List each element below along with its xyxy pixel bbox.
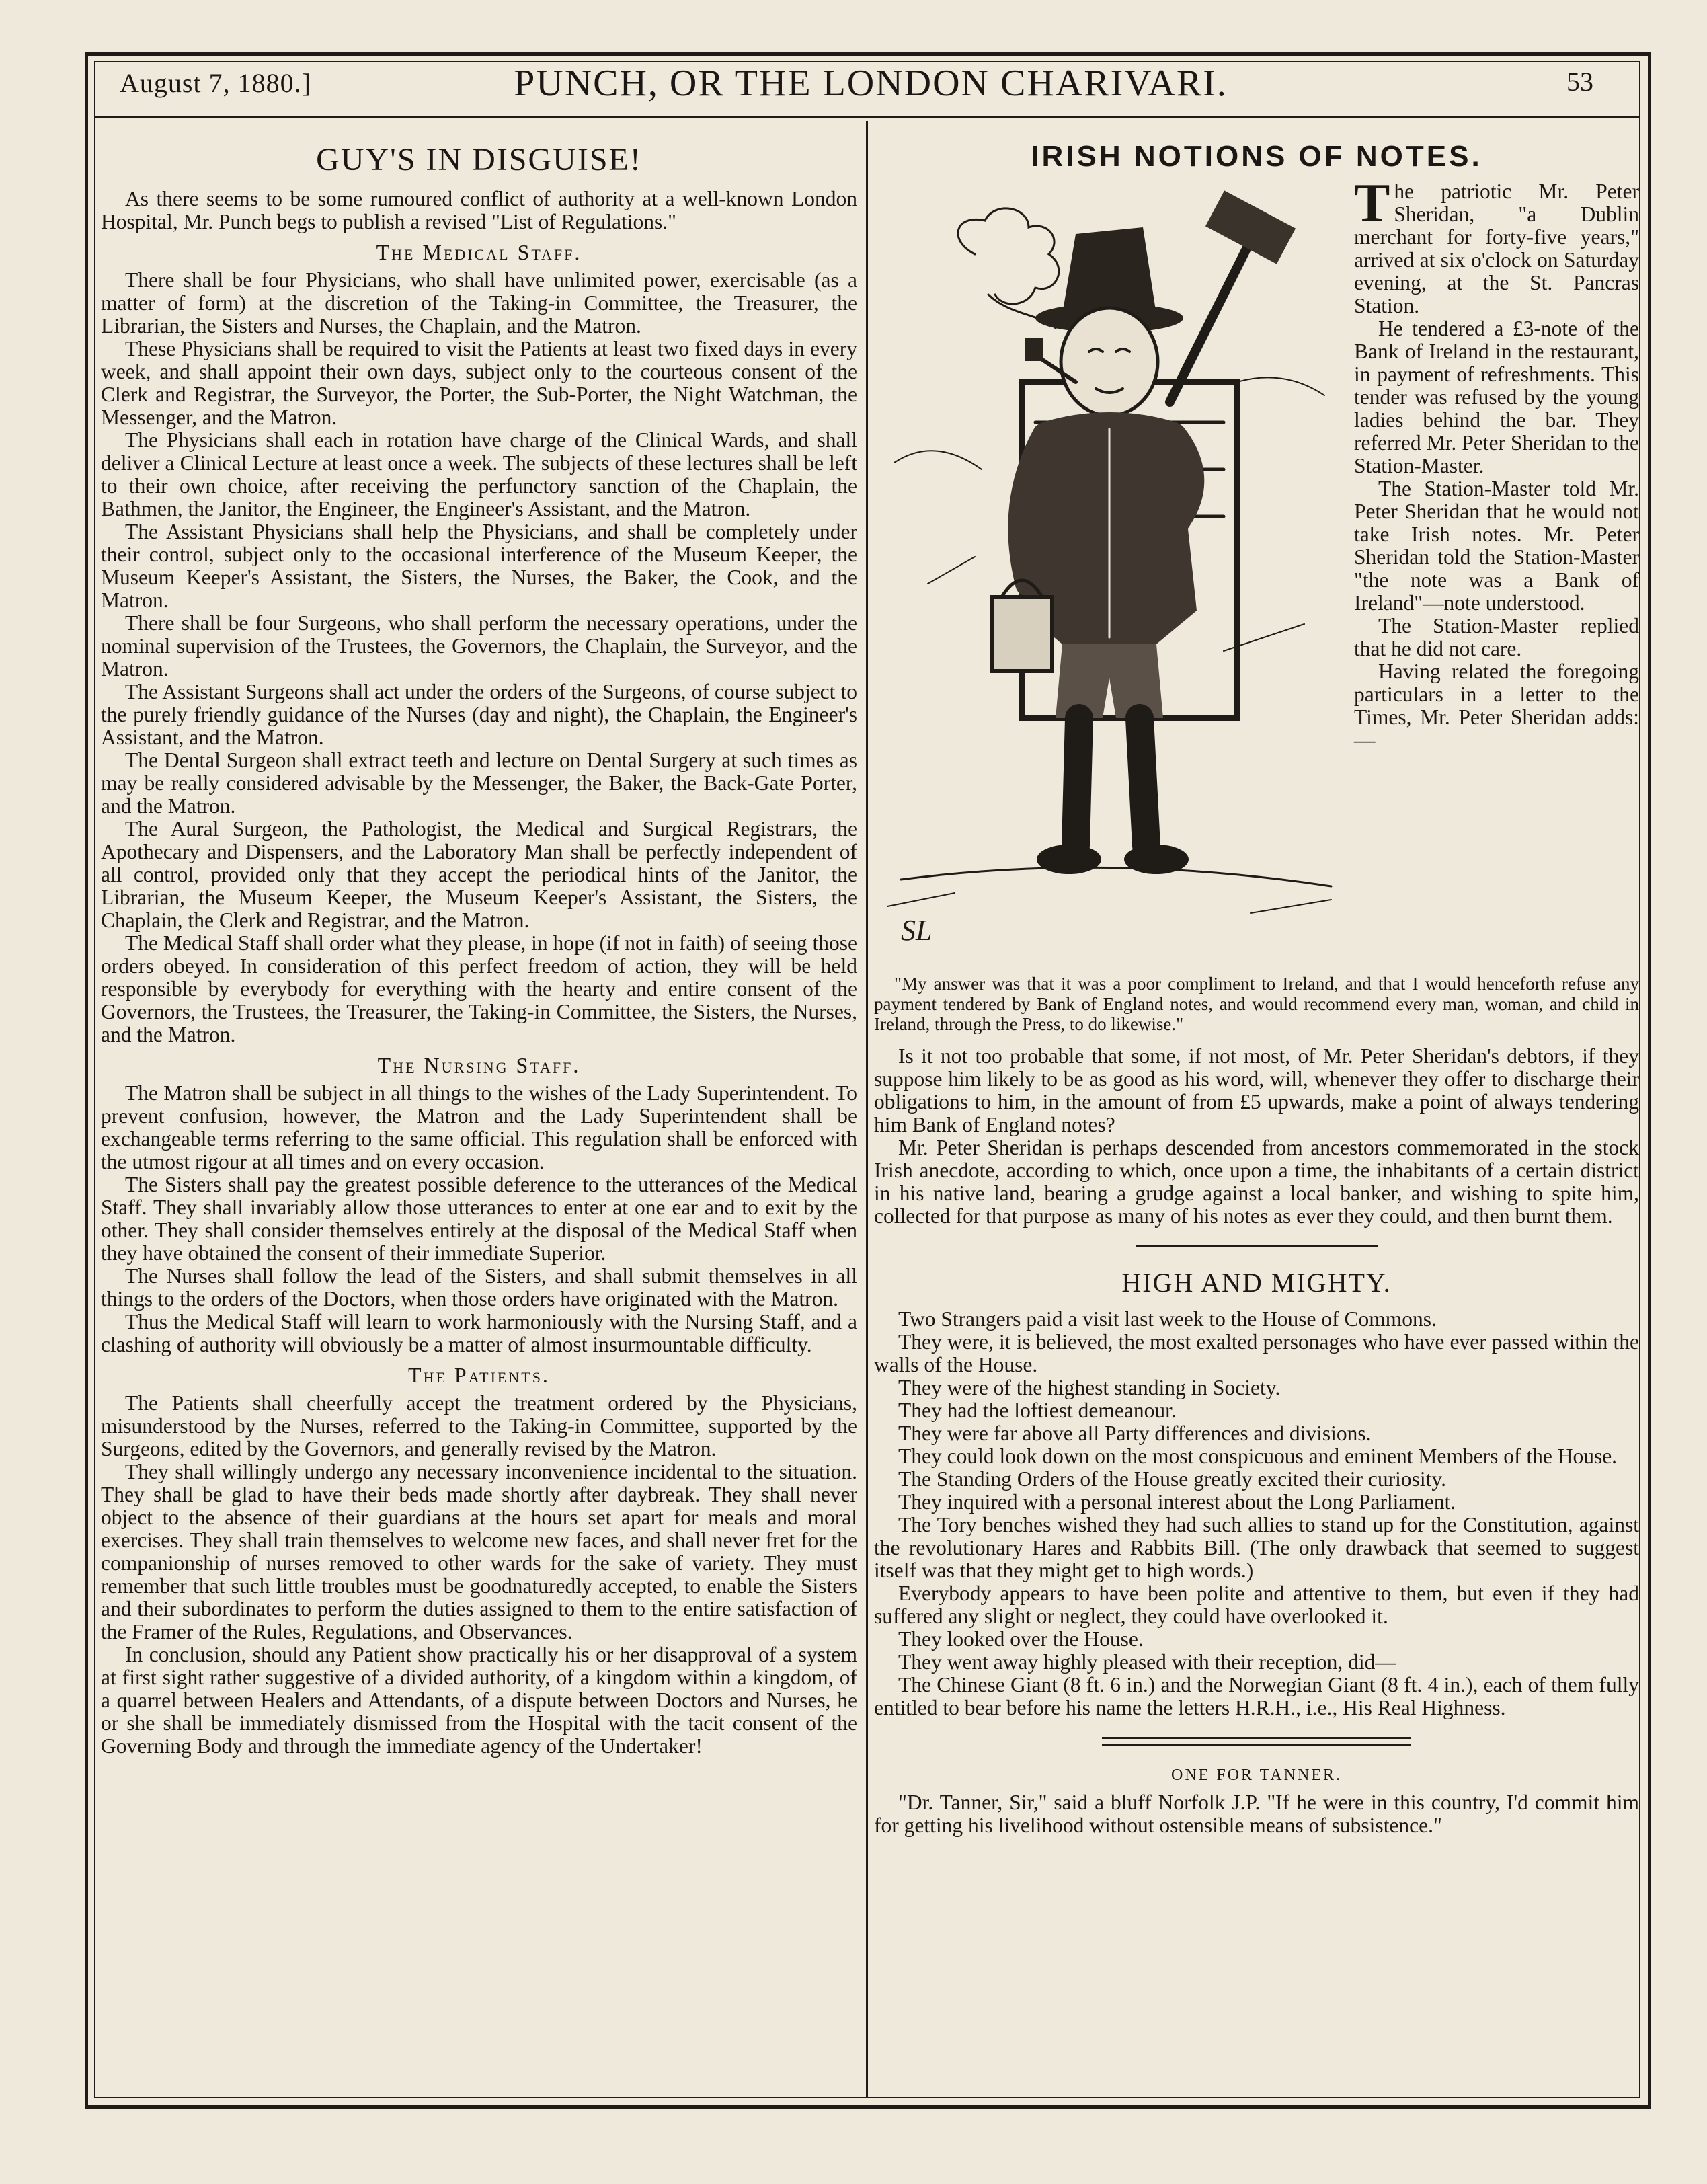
high-paragraph: They looked over the House. <box>898 1627 1144 1651</box>
high-paragraph: The Chinese Giant (8 ft. 6 in.) and the Norwegian Giant (8 ft. 4 in.), each of them fully entitled to bear before his name the letters H.R.H., i.e., His Real Highness. <box>874 1673 1639 1719</box>
nursing-paragraph: The Nurses shall follow the lead of the Sisters, and shall submit themselves in all things to the orders of the Doctors, when those orders have originated with the Matron. <box>101 1264 857 1311</box>
page-number: 53 <box>1566 67 1593 97</box>
patients-paragraph: They shall willingly undergo any necessary inconvenience incidental to the situation. They shall be glad to have their beds made shortly after daybreak. They shall never object to the absence of their guardians at the hours set apart for meals and moral exercises. They shall train themselves to welcome new faces, and shall never fret for the companionship of nurses removed to other wards for the sake of variety. They must remember that such little troubles must be goodnaturedly accepted, to enable the Sisters and their subordinates to perform the duties assigned to them to the entire satisfaction of the Framer of the Rules, Regulations, and Observances. <box>101 1460 857 1644</box>
irish-paragraph: The Station-Master replied that he did not care. <box>1354 614 1639 660</box>
patients-paragraph: The Patients shall cheerfully accept the treatment ordered by the Physicians, misunderstood by the Nurses, referred to the Taking-in Committee, supported by the Surgeons, edited by the Governors, and generally revised by the Matron. <box>101 1391 857 1461</box>
sheridan-quote: "My answer was that it was a poor compliment to Ireland, and that I would henceforth refuse any payment tendered by Bank of England notes, and would recommend every man, woman, and child in Ireland, through the Press, to do likewise." <box>874 974 1639 1034</box>
artist-signature: SL <box>901 914 932 947</box>
high-paragraph: They had the loftiest demeanour. <box>898 1399 1177 1422</box>
medical-paragraph: The Physicians shall each in rotation have charge of the Clinical Wards, and shall deliver a Clinical Lecture at least once a week. The subjects of these lectures shall be left to their own choice, after receiving the perfunctory sanction of the Chaplain, the Bathmen, the Janitor, the Engineer, the Engineer's Assistant, and the Matron. <box>101 428 857 521</box>
column-rule <box>866 121 868 2098</box>
medical-staff-heading: The Medical Staff. <box>376 240 582 265</box>
medical-paragraph: There shall be four Surgeons, who shall perform the necessary operations, under the nominal supervision of the Trustees, the Governors, the Chaplain, the Surveyor, and the Matron. <box>101 611 857 681</box>
medical-paragraph: The Assistant Physicians shall help the Physicians, and shall be completely under their control, subject only to the occasional interference of the Museum Keeper, the Museum Keeper's Assistant, the Sisters, the Nurses, the Baker, the Cook, and the Matron. <box>101 520 857 613</box>
drop-cap: T <box>1354 173 1390 233</box>
masthead-title: PUNCH, OR THE LONDON CHARIVARI. <box>514 63 1228 104</box>
medical-paragraph: These Physicians shall be required to visit the Patients at least two fixed days in every week, and shall appoint their own days, subject only to the courteous consent of the Clerk and Registrar, the Surveyor, the Porter, the Sub-Porter, the Night Watchman, the Messenger, and the Matron. <box>101 337 857 430</box>
high-paragraph: They were far above all Party differences and divisions. <box>898 1421 1372 1445</box>
irish-paragraph-text: he patriotic Mr. Peter Sheridan, "a Dublin merchant for forty-five years," arrived at six o'clock on Saturday evening, at the St. Pancras Station. <box>1354 180 1639 317</box>
high-paragraph: They could look down on the most conspicuous and eminent Members of the House. <box>898 1444 1618 1468</box>
high-paragraph: They went away highly pleased with their reception, did— <box>898 1650 1396 1674</box>
nursing-paragraph: The Sisters shall pay the greatest possible deference to the utterances of the Medical Staff. They shall invariably allow those utterances to enter at one ear and to exit by the other. They shall consider themselves entirely at the disposal of the Medical Staff when they have obtained the consent of their immediate Superior. <box>101 1173 857 1265</box>
medical-paragraph: The Assistant Surgeons shall act under the orders of the Surgeons, of course subject to the purely friendly guidance of the Nurses (day and night), the Chaplain, the Engineer's Assistant, and the Matron. <box>101 680 857 750</box>
high-paragraph: Two Strangers paid a visit last week to the House of Commons. <box>898 1307 1437 1331</box>
irish-side-text <box>1354 173 1639 967</box>
high-paragraph: The Standing Orders of the House greatly excited their curiosity. <box>898 1467 1446 1491</box>
irish-paragraph: The Station-Master told Mr. Peter Sheridan that he would not take Irish notes. Mr. Peter Sheridan told the Station-Master "the note was a Bank of Ireland"—note understood. <box>1354 477 1639 615</box>
tanner-paragraph: "Dr. Tanner, Sir," said a bluff Norfolk J.P. "If he were in this country, I'd commit him for getting his livelihood without ostensible means of subsistence." <box>874 1791 1639 1837</box>
irish-paragraph: He tendered a £3-note of the Bank of Ireland in the restaurant, in payment of refreshments. This tender was refused by the young ladies behind the bar. They referred Mr. Peter Sheridan to the Station-Master. <box>1354 317 1639 477</box>
illustration-row <box>874 173 1639 967</box>
issue-date: August 7, 1880.] <box>120 68 311 98</box>
medical-paragraph: The Medical Staff shall order what they please, in hope (if not in faith) of seeing those orders obeyed. In consideration of this perfect freedom of action, they will be held responsible by everybody for everything with the hearty and entire consent of the Governors, the Trustees, the Treasurer, the Taking-in Committee, the Sisters, the Nurses, and the Matron. <box>101 931 857 1047</box>
medical-paragraph: There shall be four Physicians, who shall have unlimited power, exercisable (as a matter of form) at the discretion of the Taking-in Committee, the Treasurer, the Librarian, the Sisters and Nurses, the Chaplain, and the Matron. <box>101 268 857 338</box>
high-paragraph: They were, it is believed, the most exalted personages who have ever passed within the walls of the House. <box>874 1330 1639 1376</box>
nursing-paragraph: Thus the Medical Staff will learn to work harmoniously with the Nursing Staff, and a clashing of authority will obviously be a matter of almost insurmountable difficulty. <box>101 1310 857 1357</box>
header-rule <box>94 116 1640 118</box>
article-title-high: HIGH AND MIGHTY. <box>1121 1268 1392 1298</box>
irish-paragraph: Having related the foregoing particulars in a letter to the Times, Mr. Peter Sheridan adds:— <box>1354 660 1639 752</box>
irish-after-paragraph: Is it not too probable that some, if not most, of Mr. Peter Sheridan's debtors, if they suppose him likely to be as good as his word, will, whenever they offer to discharge their obligations to him, in the amount of from £5 upwards, make a point of always tendering him Bank of England notes? <box>874 1044 1639 1136</box>
irish-after-paragraph: Mr. Peter Sheridan is perhaps descended from ancestors commemorated in the stock Irish anecdote, according to which, once upon a time, the inhabitants of a certain district in his native land, bearing a grudge against a local banker, and wishing to spite him, collected for that purpose as many of his notes as ever they could, and then burnt them. <box>874 1136 1639 1228</box>
medical-paragraph: The Dental Surgeon shall extract teeth and lecture on Dental Surgery at such times as may be really considered advisable by the Messenger, the Baker, the Back-Gate Porter, and the Matron. <box>101 748 857 818</box>
article-title-guys: GUY'S IN DISGUISE! <box>316 142 642 178</box>
right-column <box>874 128 1639 1837</box>
illustration-irishman <box>874 180 1345 967</box>
irish-paragraph-first <box>1354 173 1639 317</box>
medical-paragraph: The Aural Surgeon, the Pathologist, the Medical and Surgical Registrars, the Apothecary and Dispensers, and the Laboratory Man shall be perfectly independent of all control, provided only that they accept the periodical hints of the Janitor, the Librarian, the Museum Keeper, the Museum Keeper's Assistant, the Sisters, the Chaplain, the Clerk and Registrar, and the Matron. <box>101 817 857 933</box>
high-paragraph: The Tory benches wished they had such allies to stand up for the Constitution, against the revolutionary Hares and Rabbits Bill. (The only drawback that seemed to suggest itself was that they might get to high words.) <box>874 1513 1639 1582</box>
article-title-irish: IRISH NOTIONS OF NOTES. <box>1031 140 1482 173</box>
article-title-tanner: ONE FOR TANNER. <box>1171 1766 1342 1784</box>
patients-heading: The Patients. <box>408 1363 550 1388</box>
high-paragraph: They were of the highest standing in Society. <box>898 1376 1281 1399</box>
high-paragraph: Everybody appears to have been polite and attentive to them, but even if they had suffered any slight or neglect, they could have overlooked it. <box>874 1582 1639 1628</box>
irishman-engraving <box>874 180 1345 967</box>
guys-intro: As there seems to be some rumoured conflict of authority at a well-known London Hospital, Mr. Punch begs to publish a revised "List of Regulations." <box>101 187 857 234</box>
section-separator <box>1136 1245 1378 1251</box>
left-column <box>101 128 857 1758</box>
nursing-staff-heading: The Nursing Staff. <box>377 1053 581 1078</box>
high-paragraph: They inquired with a personal interest about the Long Parliament. <box>898 1490 1456 1514</box>
patients-paragraph: In conclusion, should any Patient show practically his or her disapproval of a system at first sight rather suggestive of a divided authority, of a kingdom within a kingdom, of a quarrel between Healers and Attendants, of a dispute between Doctors and Nurses, he or she shall be immediately dismissed from the Hospital with the tacit consent of the Governing Body and through the immediate agency of the Undertaker! <box>101 1643 857 1758</box>
double-rule-separator <box>1102 1737 1411 1746</box>
nursing-paragraph: The Matron shall be subject in all things to the wishes of the Lady Superintendent. To prevent confusion, however, the Matron and the Lady Superintendent shall be exchangeable terms referring to the same official. This regulation shall be enforced with the utmost rigour at all times and on every occasion. <box>101 1081 857 1174</box>
